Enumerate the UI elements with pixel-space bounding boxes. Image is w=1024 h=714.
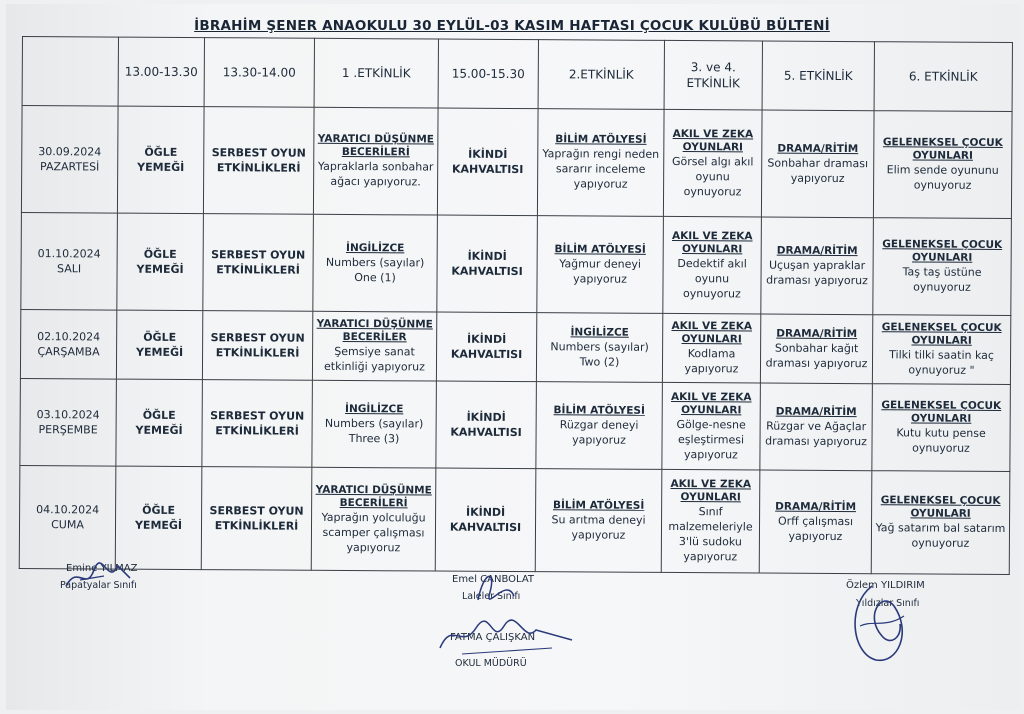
teacher-center-name: Emel CANBOLAT (452, 574, 535, 585)
table-row (19, 465, 1010, 574)
date-text: 04.10.2024 (36, 503, 100, 517)
activity-heading: YARATICI DÜŞÜNME BECERİLER (316, 317, 433, 344)
activity5-cell (761, 217, 874, 315)
lunch-cell: ÖĞLE YEMEĞİ (117, 106, 204, 214)
activity2-cell (535, 469, 662, 573)
activity-heading: BİLİM ATÖLYESİ (554, 242, 646, 256)
activity34-cell (662, 313, 760, 383)
snack-cell: İKİNDİ KAHVALTISI (436, 381, 537, 469)
activity-heading: GELENEKSEL ÇOCUK OYUNLARI (882, 238, 1003, 264)
activity-description: Rüzgar deneyi yapıyoruz (559, 417, 639, 447)
date-cell (20, 378, 117, 466)
activity6-cell (872, 315, 1010, 385)
activity-heading: DRAMA/RİTİM (775, 500, 857, 513)
activity-heading: DRAMA/RİTİM (776, 327, 858, 340)
activity2-cell (537, 109, 664, 217)
day-text: SALI (56, 262, 82, 276)
free-play-cell: SERBEST OYUN ETKİNLİKLERİ (202, 311, 312, 381)
teacher-right-class: Yıldızlar Sınıfı (856, 598, 920, 609)
activity-description: Yağmur deneyi yapıyoruz (559, 256, 642, 286)
activity2-cell (536, 313, 662, 383)
activity-description: Dedektif akıl oyunu oynuyoruz (677, 256, 747, 300)
free-play-cell: SERBEST OYUN ETKİNLİKLERİ (203, 107, 314, 215)
activity5-cell (759, 470, 872, 574)
activity-description: Su arıtma deneyi yapıyoruz (551, 512, 646, 542)
signature-principal (432, 610, 582, 660)
activity-heading: GELENEKSEL ÇOCUK OYUNLARI (880, 494, 1001, 520)
activity1-cell (312, 311, 436, 381)
activity-description: Orff çalışması yapıyoruz (777, 514, 854, 543)
teacher-left-name: Emine YILMAZ (66, 563, 138, 574)
activity-heading: DRAMA/RİTİM (776, 244, 858, 257)
snack-cell: İKİNDİ KAHVALTISI (437, 108, 538, 216)
table-row (20, 378, 1011, 471)
day-text: PERŞEMBE (38, 423, 98, 437)
activity-description: Uçuşan yapraklar draması yapıyoruz (766, 258, 868, 287)
activity-heading: BİLİM ATÖLYESİ (553, 403, 645, 417)
date-cell (21, 106, 118, 214)
header-cell-time1: 13.00-13.30 (118, 37, 204, 107)
activity-heading: DRAMA/RİTİM (775, 405, 857, 418)
date-text: 03.10.2024 (36, 408, 100, 422)
date-text: 02.10.2024 (37, 330, 101, 344)
activity1-cell (312, 380, 437, 468)
header-cell-time3: 15.00-15.30 (438, 39, 538, 109)
activity34-cell (662, 382, 761, 470)
activity-description: Görsel algı akıl oyunu oynuyoruz (672, 154, 754, 198)
activity6-cell (873, 111, 1012, 219)
activity-description: Yağ satarım bal satarım oynuyoruz (875, 521, 1006, 550)
activity5-cell (761, 110, 874, 218)
header-cell-act6: 6. ETKİNLİK (874, 42, 1012, 112)
header-cell-time2: 13.30-14.00 (204, 38, 314, 108)
date-cell (21, 212, 118, 310)
activity34-cell (663, 216, 762, 314)
activity-description: Elim sende oyununu oynuyoruz (886, 163, 999, 192)
day-text: PAZARTESİ (40, 160, 100, 174)
day-text: ÇARŞAMBA (37, 345, 100, 359)
date-text: 30.09.2024 (38, 145, 102, 159)
date-text: 01.10.2024 (37, 247, 101, 261)
activity5-cell (760, 314, 872, 384)
activity34-cell (661, 469, 760, 573)
header-cell-act5: 5. ETKİNLİK (762, 41, 874, 111)
lunch-cell: ÖĞLE YEMEĞİ (116, 379, 203, 467)
activity-heading: YARATICI DÜŞÜNME BECERİLERİ (315, 483, 432, 509)
signature-center (470, 566, 530, 606)
header-cell-act2: 2.ETKİNLİK (538, 40, 664, 110)
table-row (20, 309, 1010, 384)
activity-heading: GELENEKSEL ÇOCUK OYUNLARI (882, 136, 1003, 162)
schedule-table (19, 36, 1013, 575)
activity-description: Sonbahar kağıt draması yapıyoruz (765, 341, 868, 370)
activity-description: Numbers (sayılar) One (1) (325, 255, 425, 284)
snack-cell: İKİNDİ KAHVALTISI (435, 468, 536, 572)
activity-heading: AKIL VE ZEKA OYUNLARI (671, 319, 753, 346)
snack-cell: İKİNDİ KAHVALTISI (437, 215, 538, 313)
activity-description: Yaprağın rengi neden sararır inceleme yapıyoruz (542, 147, 660, 191)
activity-description: Tilki tilki saatin kaç oynuyoruz " (889, 348, 994, 377)
activity6-cell (872, 384, 1011, 472)
activity-description: Gölge-nesne eşleştirmesi yapıyoruz (676, 417, 746, 461)
activity2-cell (537, 216, 664, 314)
date-cell (20, 309, 116, 379)
activity-description: Rüzgar ve Ağaçlar draması yapıyoruz (765, 419, 867, 448)
activity-description: Taş taş üstüne oynuyoruz (902, 265, 982, 294)
table-row (21, 106, 1012, 219)
principal-title: OKUL MÜDÜRÜ (455, 658, 527, 669)
activity-heading: GELENEKSEL ÇOCUK OYUNLARI (881, 321, 1002, 347)
activity2-cell (536, 382, 663, 470)
free-play-cell: SERBEST OYUN ETKİNLİKLERİ (203, 214, 314, 312)
teacher-center-class: Laleler Sınıfı (462, 591, 521, 602)
signature-right (842, 576, 918, 668)
date-cell (19, 465, 116, 569)
activity-heading: AKIL VE ZEKA OYUNLARI (671, 229, 753, 255)
lunch-cell: ÖĞLE YEMEĞİ (117, 213, 204, 311)
day-text: CUMA (51, 518, 84, 532)
principal-name: FATMA ÇALIŞKAN (450, 632, 536, 643)
activity-description: Sonbahar draması yapıyoruz (767, 156, 869, 185)
free-play-cell: SERBEST OYUN ETKİNLİKLERİ (202, 380, 313, 468)
activity-description: Kutu kutu pense oynuyoruz (896, 426, 986, 455)
activity-description: Kodlama yapıyoruz (684, 347, 739, 376)
free-play-cell: SERBEST OYUN ETKİNLİKLERİ (201, 467, 312, 571)
table-row (21, 212, 1012, 315)
lunch-cell: ÖĞLE YEMEĞİ (116, 310, 202, 380)
header-cell-act1: 1 .ETKİNLİK (314, 38, 438, 108)
activity-heading: YARATICI DÜŞÜNME BECERİLERİ (317, 132, 435, 159)
teacher-left-class: Papatyalar Sınıfı (60, 580, 137, 591)
activity1-cell (313, 214, 438, 312)
activity-description: Yaprağın yolculuğu scamper çalışması yapıyoruz (321, 510, 426, 554)
activity34-cell (663, 109, 762, 217)
activity-heading: AKIL VE ZEKA OYUNLARI (670, 477, 752, 504)
activity-heading: İNGİLİZCE (570, 325, 629, 339)
activity6-cell (871, 471, 1010, 575)
header-cell-act34: 3. ve 4. ETKİNLİK (664, 40, 762, 110)
activity-description: Yapraklarla sonbahar ağacı yapıyoruz. (317, 159, 434, 189)
activity-heading: GELENEKSEL ÇOCUK OYUNLARI (881, 399, 1002, 425)
activity-description: Numbers (sayılar) Three (3) (324, 416, 424, 445)
activity-heading: DRAMA/RİTİM (777, 142, 859, 155)
signature-left (60, 556, 140, 596)
activity-heading: BİLİM ATÖLYESİ (555, 133, 647, 146)
activity6-cell (873, 218, 1012, 316)
activity-description: Numbers (sayılar) Two (2) (550, 339, 649, 369)
header-row (22, 37, 1012, 112)
lunch-cell: ÖĞLE YEMEĞİ (115, 466, 202, 570)
activity5-cell (760, 383, 873, 471)
activity-description: Sınıf malzemeleriyle 3'lü sudoku yapıyoruz (668, 505, 753, 564)
snack-cell: İKİNDİ KAHVALTISI (436, 312, 536, 382)
activity-heading: İNGİLİZCE (345, 402, 404, 415)
activity-heading: AKIL VE ZEKA OYUNLARI (672, 127, 754, 153)
header-cell-empty (22, 37, 118, 107)
activity-heading: AKIL VE ZEKA OYUNLARI (671, 390, 752, 416)
page-title: İBRAHİM ŞENER ANAOKULU 30 EYLÜL-03 KASIM HAFTASI ÇOCUK KULÜBÜ BÜLTENİ (194, 18, 830, 34)
activity1-cell (313, 107, 438, 215)
activity-heading: İNGİLİZCE (346, 241, 405, 254)
activity1-cell (311, 467, 436, 571)
activity-heading: BİLİM ATÖLYESİ (552, 498, 645, 512)
teacher-right-name: Özlem YILDIRIM (846, 580, 925, 591)
activity-description: Şemsiye sanat etkinliği yapıyoruz (323, 344, 425, 374)
